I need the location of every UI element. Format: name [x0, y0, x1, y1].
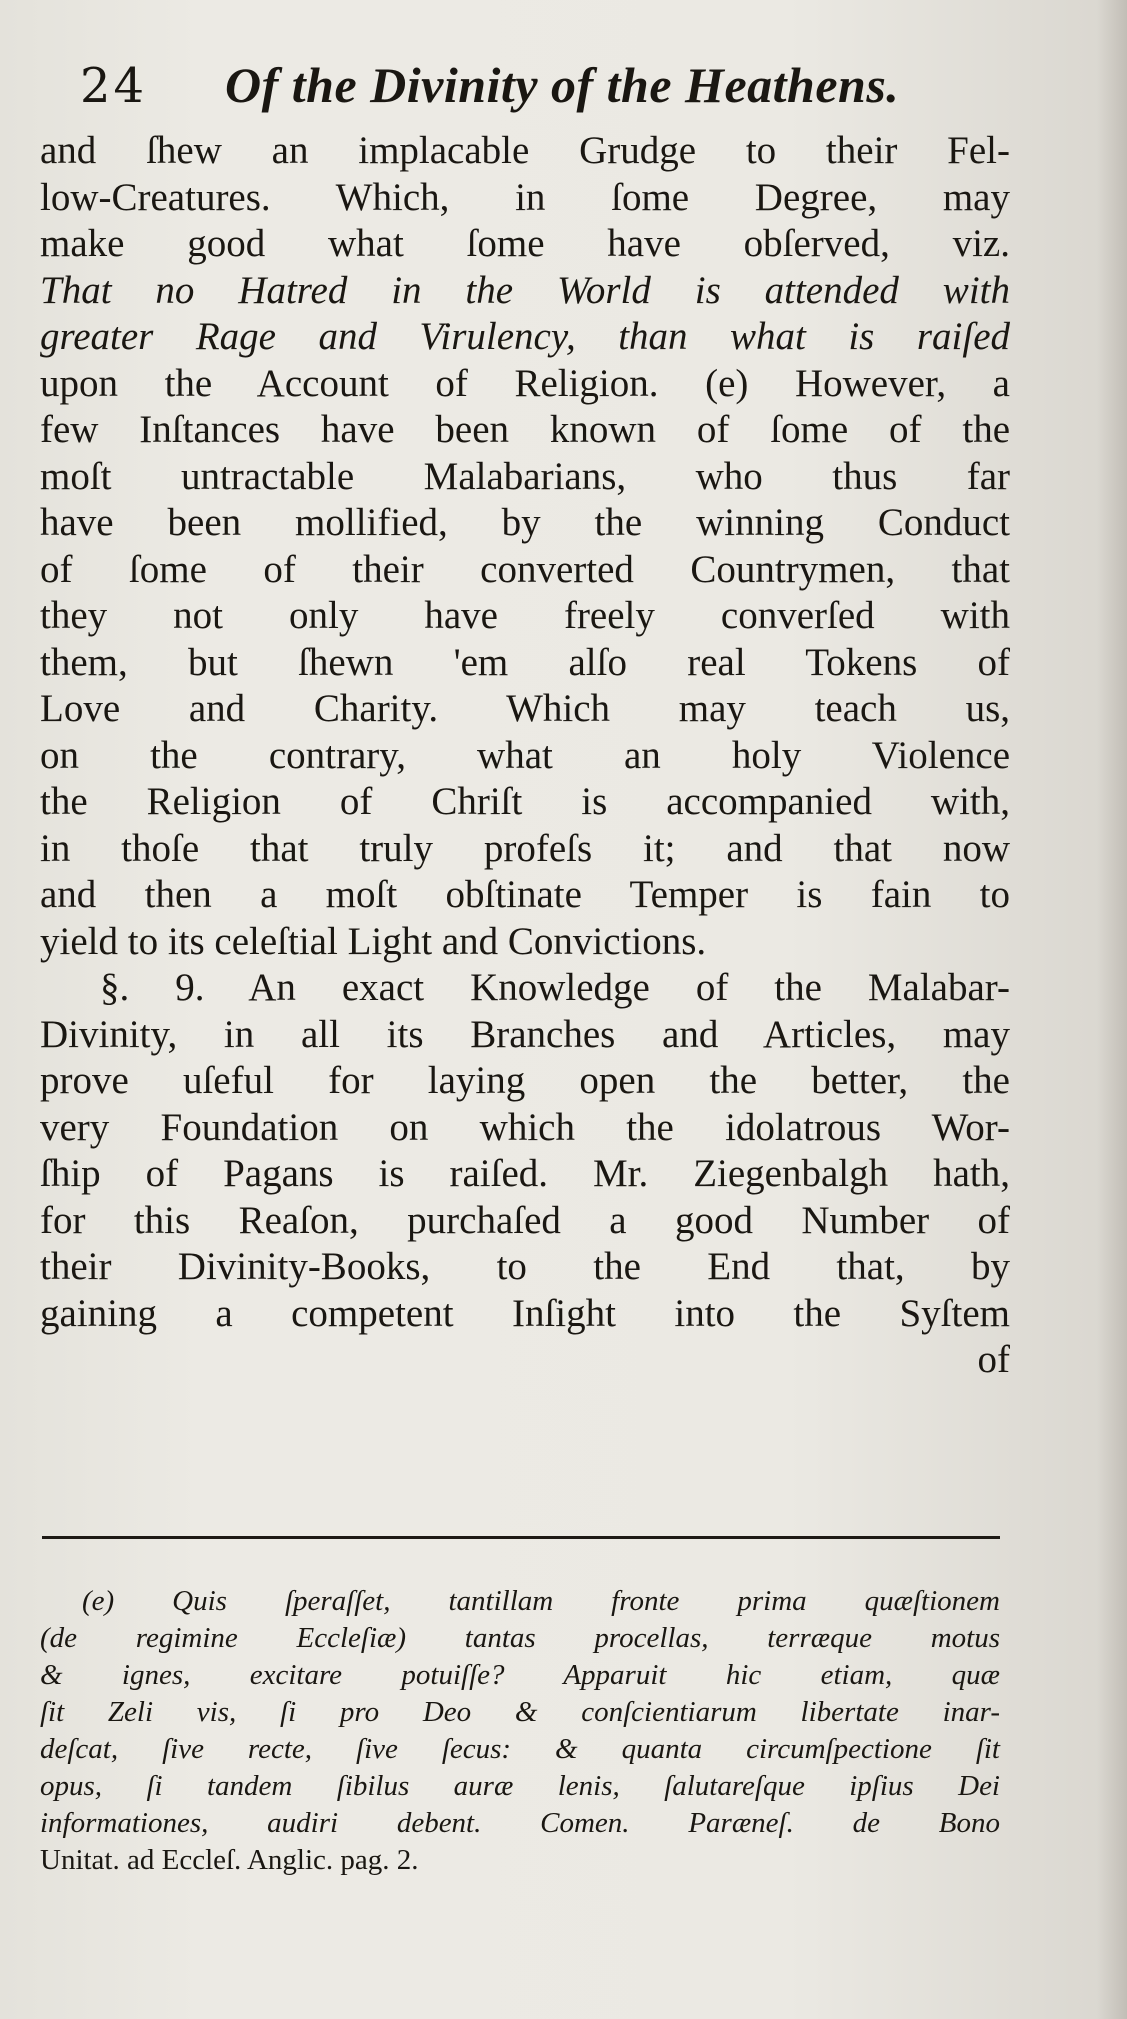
body-line: and ſhew an implacable Grudge to their Fel-	[40, 129, 1010, 172]
body-line: Love and Charity. Which may teach us,	[40, 687, 1010, 730]
body-line: Divinity, in all its Branches and Articles, may	[40, 1012, 1010, 1056]
body-line: the Religion of Chriſt is accompanied with,	[40, 780, 1010, 823]
body-line: make good what ſome have obſerved, viz.	[40, 222, 1010, 265]
footnote-line: deſcat, ſive recte, ſive ſecus: & quanta circumſpectione ſit	[40, 1733, 1000, 1765]
footnote-line: (e) Quis ſperaſſet, tantillam fronte prima quæſtionem	[82, 1585, 1000, 1617]
body-line: they not only have freely converſed with	[40, 594, 1010, 637]
page-edge-shadow	[1097, 0, 1127, 2019]
body-line: and then a moſt obſtinate Temper is fain to	[40, 873, 1010, 916]
body-line: moſt untractable Malabarians, who thus far	[40, 454, 1010, 498]
body-line: them, but ſhewn 'em alſo real Tokens of	[40, 640, 1010, 684]
footnotes	[40, 1583, 1000, 1879]
body-line: upon the Account of Religion. (e) However, a	[40, 361, 1010, 405]
body-line: very Foundation on which the idolatrous Wor-	[40, 1105, 1010, 1149]
footnote-line: (de regimine Eccleſiæ) tantas procellas, terræque motus	[40, 1622, 1000, 1654]
body-line: for this Reaſon, purchaſed a good Number of	[40, 1198, 1010, 1242]
body-line: gaining a competent Inſight into the Syſtem	[40, 1291, 1010, 1335]
footnote-line: ſit Zeli vis, ſi pro Deo & conſcientiarum libertate inar-	[40, 1696, 1000, 1728]
footnote-line: Unitat. ad Eccleſ. Anglic. pag. 2.	[40, 1844, 419, 1876]
body-line: ſhip of Pagans is raiſed. Mr. Ziegenbalgh hath,	[40, 1152, 1010, 1195]
body-line: few Inſtances have been known of ſome of the	[40, 408, 1010, 451]
body-line: of ſome of their converted Countrymen, that	[40, 547, 1010, 591]
body-line: in thoſe that truly profeſs it; and that now	[40, 826, 1010, 870]
body-line: on the contrary, what an holy Violence	[40, 733, 1010, 777]
body-text	[40, 128, 1010, 1384]
body-line: That no Hatred in the World is attended with	[40, 268, 1010, 312]
body-line: low-Creatures. Which, in ſome Degree, may	[40, 175, 1010, 219]
body-line: have been mollified, by the winning Conduct	[40, 501, 1010, 544]
footnote-line: opus, ſi tandem ſibilus auræ lenis, ſalutareſque ipſius Dei	[40, 1770, 1000, 1802]
footnote-line: & ignes, excitare potuiſſe? Apparuit hic etiam, quæ	[40, 1659, 1000, 1691]
body-line: their Divinity-Books, to the End that, by	[40, 1245, 1010, 1288]
body-line: greater Rage and Virulency, than what is raiſed	[40, 315, 1010, 358]
catchword: of	[977, 1338, 1010, 1381]
running-head	[80, 52, 1020, 122]
body-line: yield to its celeſtial Light and Convictions.	[40, 919, 707, 963]
section-heading-line: §. 9. An exact Knowledge of the Malabar-	[100, 966, 1010, 1009]
body-line: prove uſeful for laying open the better, the	[40, 1059, 1010, 1102]
page-number: 24	[80, 58, 148, 114]
running-title: Of the Divinity of the Heathens.	[225, 57, 900, 113]
footnote-rule	[42, 1536, 1000, 1539]
footnote-line: informationes, audiri debent. Comen. Paræneſ. de Bono	[40, 1807, 1000, 1839]
